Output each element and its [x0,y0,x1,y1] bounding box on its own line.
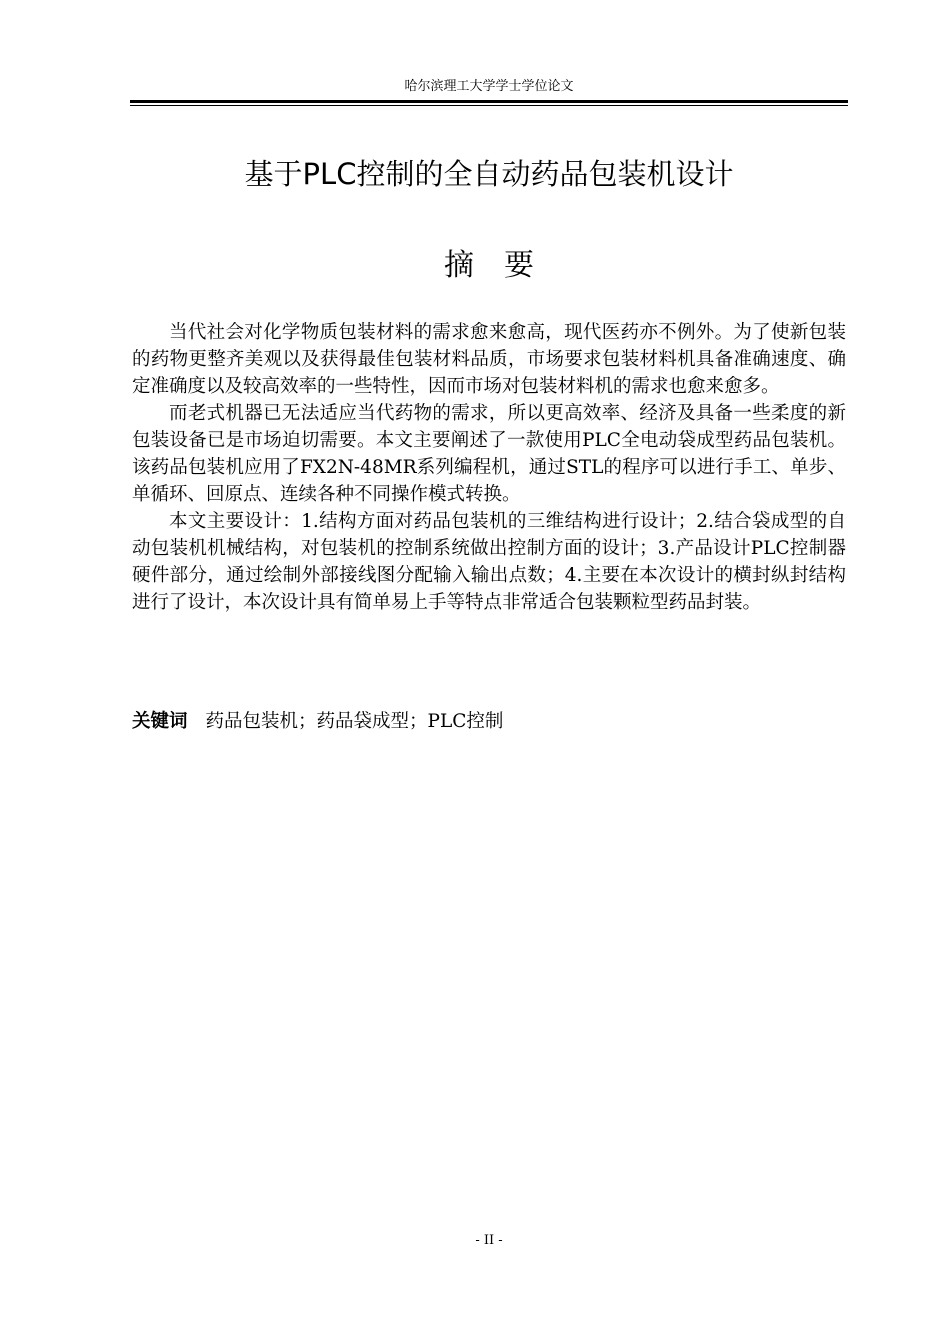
header-rule-thick [130,100,848,103]
abstract-body [132,319,846,616]
page-number: - II - [475,1233,503,1248]
keywords-line [132,708,846,736]
abstract-paragraph-2: 而老式机器已无法适应当代药物的需求，所以更高效率、经济及具备一些柔度的新包装设备已是市场迫切需要。本文主要阐述了一款使用PLC全电动袋成型药品包装机。该药品包装机应用了FX2N-48MR系列编程机，通过STL的程序可以进行手工、单步、单循环、回原点、连续各种不同操作模式转换。 [132,403,846,505]
header-rule-thin [130,105,848,106]
running-header: 哈尔滨理工大学学士学位论文 [404,79,574,94]
keywords-label: 关键词 [132,711,188,732]
abstract-heading: 摘要 [444,248,564,283]
abstract-paragraph-3: 本文主要设计：1.结构方面对药品包装机的三维结构进行设计；2.结合袋成型的自动包装机机械结构，对包装机的控制系统做出控制方面的设计；3.产品设计PLC控制器硬件部分，通过绘制外部接线图分配输入输出点数；4.主要在本次设计的横封纵封结构进行了设计，本次设计具有简单易上手等特点非常适合包装颗粒型药品封装。 [132,511,846,613]
abstract-paragraph-1: 当代社会对化学物质包装材料的需求愈来愈高，现代医药亦不例外。为了使新包装的药物更整齐美观以及获得最佳包装材料品质，市场要求包装材料机具备准确速度、确定准确度以及较高效率的一些特性，因而市场对包装材料机的需求也愈来愈多。 [132,322,846,397]
thesis-title: 基于PLC控制的全自动药品包装机设计 [244,157,734,191]
keywords-value: 药品包装机；药品袋成型；PLC控制 [205,711,504,732]
